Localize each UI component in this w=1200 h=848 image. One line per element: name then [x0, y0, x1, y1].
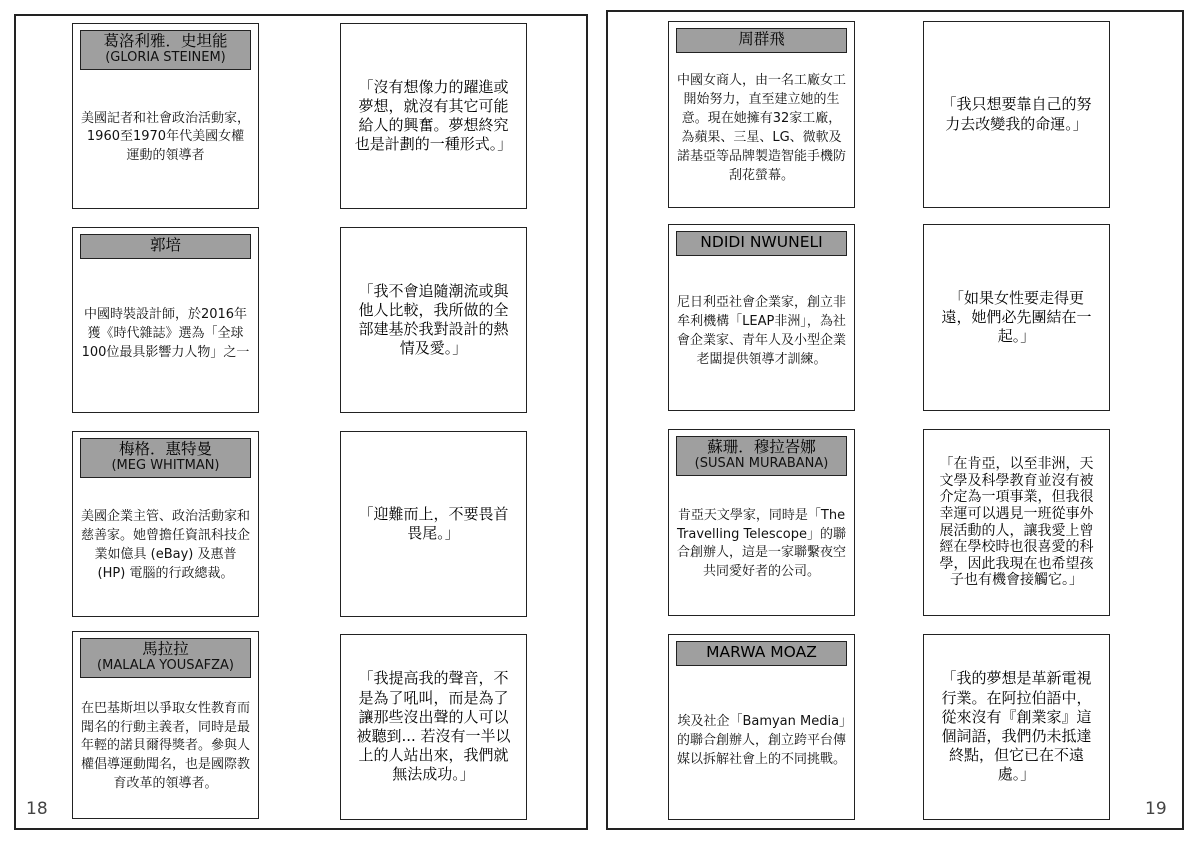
person-name: 周群飛: [738, 30, 785, 48]
person-name-english: (GLORIA STEINEM): [105, 49, 226, 65]
quote-text: 「在肯亞，以至非洲，天文學及科學教育並沒有被介定為一項事業，但我很幸運可以遇見一班從事外展活動的人，讓我愛上曾經在學校時也很喜愛的科學，因此我現在也希望孩子也有機會接觸它。」: [939, 456, 1094, 589]
quote-text: 「我不會追隨潮流或與他人比較，我所做的全部建基於我對設計的熱情及愛。」: [358, 281, 509, 358]
person-bio: 中國時裝設計師，於2016年獲《時代雜誌》選為「全球100位最具影響力人物」之一: [81, 307, 250, 360]
person-name: 葛洛利雅．史坦能: [103, 32, 228, 50]
bio-card-marwa-moaz: [668, 634, 855, 820]
person-bio: 美國企業主管、政治活動家和慈善家。她曾擔任資訊科技企業如億具 (eBay) 及惠普 (HP) 電腦的行政總裁。: [81, 509, 251, 581]
bio-card-meg-whitman: [72, 431, 259, 617]
name-label: [80, 438, 251, 478]
quote-text: 「沒有想像力的躍進或夢想，就沒有其它可能給人的興奮。夢想終究也是計劃的一種形式。」: [354, 77, 513, 154]
name-label: [676, 641, 847, 666]
quote-text: 「如果女性要走得更遠，她們必先團結在一起。」: [941, 288, 1092, 346]
person-name: 梅格．惠特曼: [118, 440, 212, 458]
person-name-english: (MALALA YOUSAFZA): [97, 657, 234, 673]
person-name: 蘇珊．穆拉峇娜: [707, 438, 816, 456]
person-bio: 中國女商人，由一名工廠女工開始努力，直至建立她的生意。現在她擁有32家工廠，為蘋果、三星、LG、微軟及諾基亞等品牌製造智能手機防刮花螢幕。: [677, 73, 847, 183]
quote-card-marwa-moaz: [923, 634, 1110, 820]
name-label: [80, 30, 251, 70]
quote-text: 「迎難而上，不要畏首畏尾。」: [358, 504, 509, 542]
quote-card-malala: [340, 634, 527, 820]
person-name: NDIDI NWUNELI: [700, 233, 823, 251]
person-name: 馬拉拉: [142, 640, 189, 658]
person-name: 郭培: [149, 236, 181, 254]
quote-card-ndidi-nwuneli: [923, 224, 1110, 411]
name-label: [676, 231, 847, 256]
quote-card-gloria-steinem: [340, 23, 527, 209]
bio-card-susan-murabana: [668, 429, 855, 616]
bio-card-zhou-qunfei: [668, 21, 855, 208]
person-bio: 埃及社企「Bamyan Media」的聯合創辦人，創立跨平台傳媒以拆解社會上的不同挑戰。: [677, 714, 847, 767]
name-label: [676, 28, 847, 53]
quote-text: 「我的夢想是革新電視行業。在阿拉伯語中，從來沒有『創業家』這個詞語，我們仍未抵達終點，但它已在不遠處。」: [941, 669, 1092, 784]
quote-card-zhou-qunfei: [923, 21, 1110, 208]
person-bio: 肯亞天文學家，同時是「The Travelling Telescope」的聯合創辦人，這是一家聯繫夜空共同愛好者的公司。: [677, 507, 847, 580]
bio-card-gloria-steinem: [72, 23, 259, 209]
quote-card-susan-murabana: [923, 429, 1110, 616]
person-name: MARWA MOAZ: [706, 643, 817, 661]
bio-card-ndidi-nwuneli: [668, 224, 855, 411]
name-label: [676, 436, 847, 476]
name-label: [80, 638, 251, 678]
bio-card-malala: [72, 631, 259, 819]
quote-text: 「我只想要靠自己的努力去改變我的命運。」: [941, 95, 1092, 133]
person-bio: 尼日利亞社會企業家，創立非牟利機構「LEAP非洲」，為社會企業家、青年人及小型企業老闆提供領導才訓練。: [677, 295, 847, 367]
quote-card-guo-pei: [340, 227, 527, 413]
person-bio: 在巴基斯坦以爭取女性教育而聞名的行動主義者，同時是最年輕的諾貝爾得獎者。參與人權倡導運動聞名，也是國際教育改革的領導者。: [81, 700, 251, 792]
name-label: [80, 234, 251, 259]
quote-card-meg-whitman: [340, 431, 527, 617]
quote-text: 「我提高我的聲音，不是為了吼叫，而是為了讓那些沒出聲的人可以被聽到... 若沒有一半以上的人站出來，我們就無法成功。」: [356, 669, 511, 784]
page-number: 19: [1145, 799, 1167, 819]
person-name-english: (MEG WHITMAN): [111, 457, 220, 473]
bio-card-guo-pei: [72, 227, 259, 413]
person-name-english: (SUSAN MURABANA): [694, 455, 829, 471]
page-number: 18: [26, 799, 48, 819]
person-bio: 美國記者和社會政治活動家，1960至1970年代美國女權運動的領導者: [81, 110, 251, 164]
